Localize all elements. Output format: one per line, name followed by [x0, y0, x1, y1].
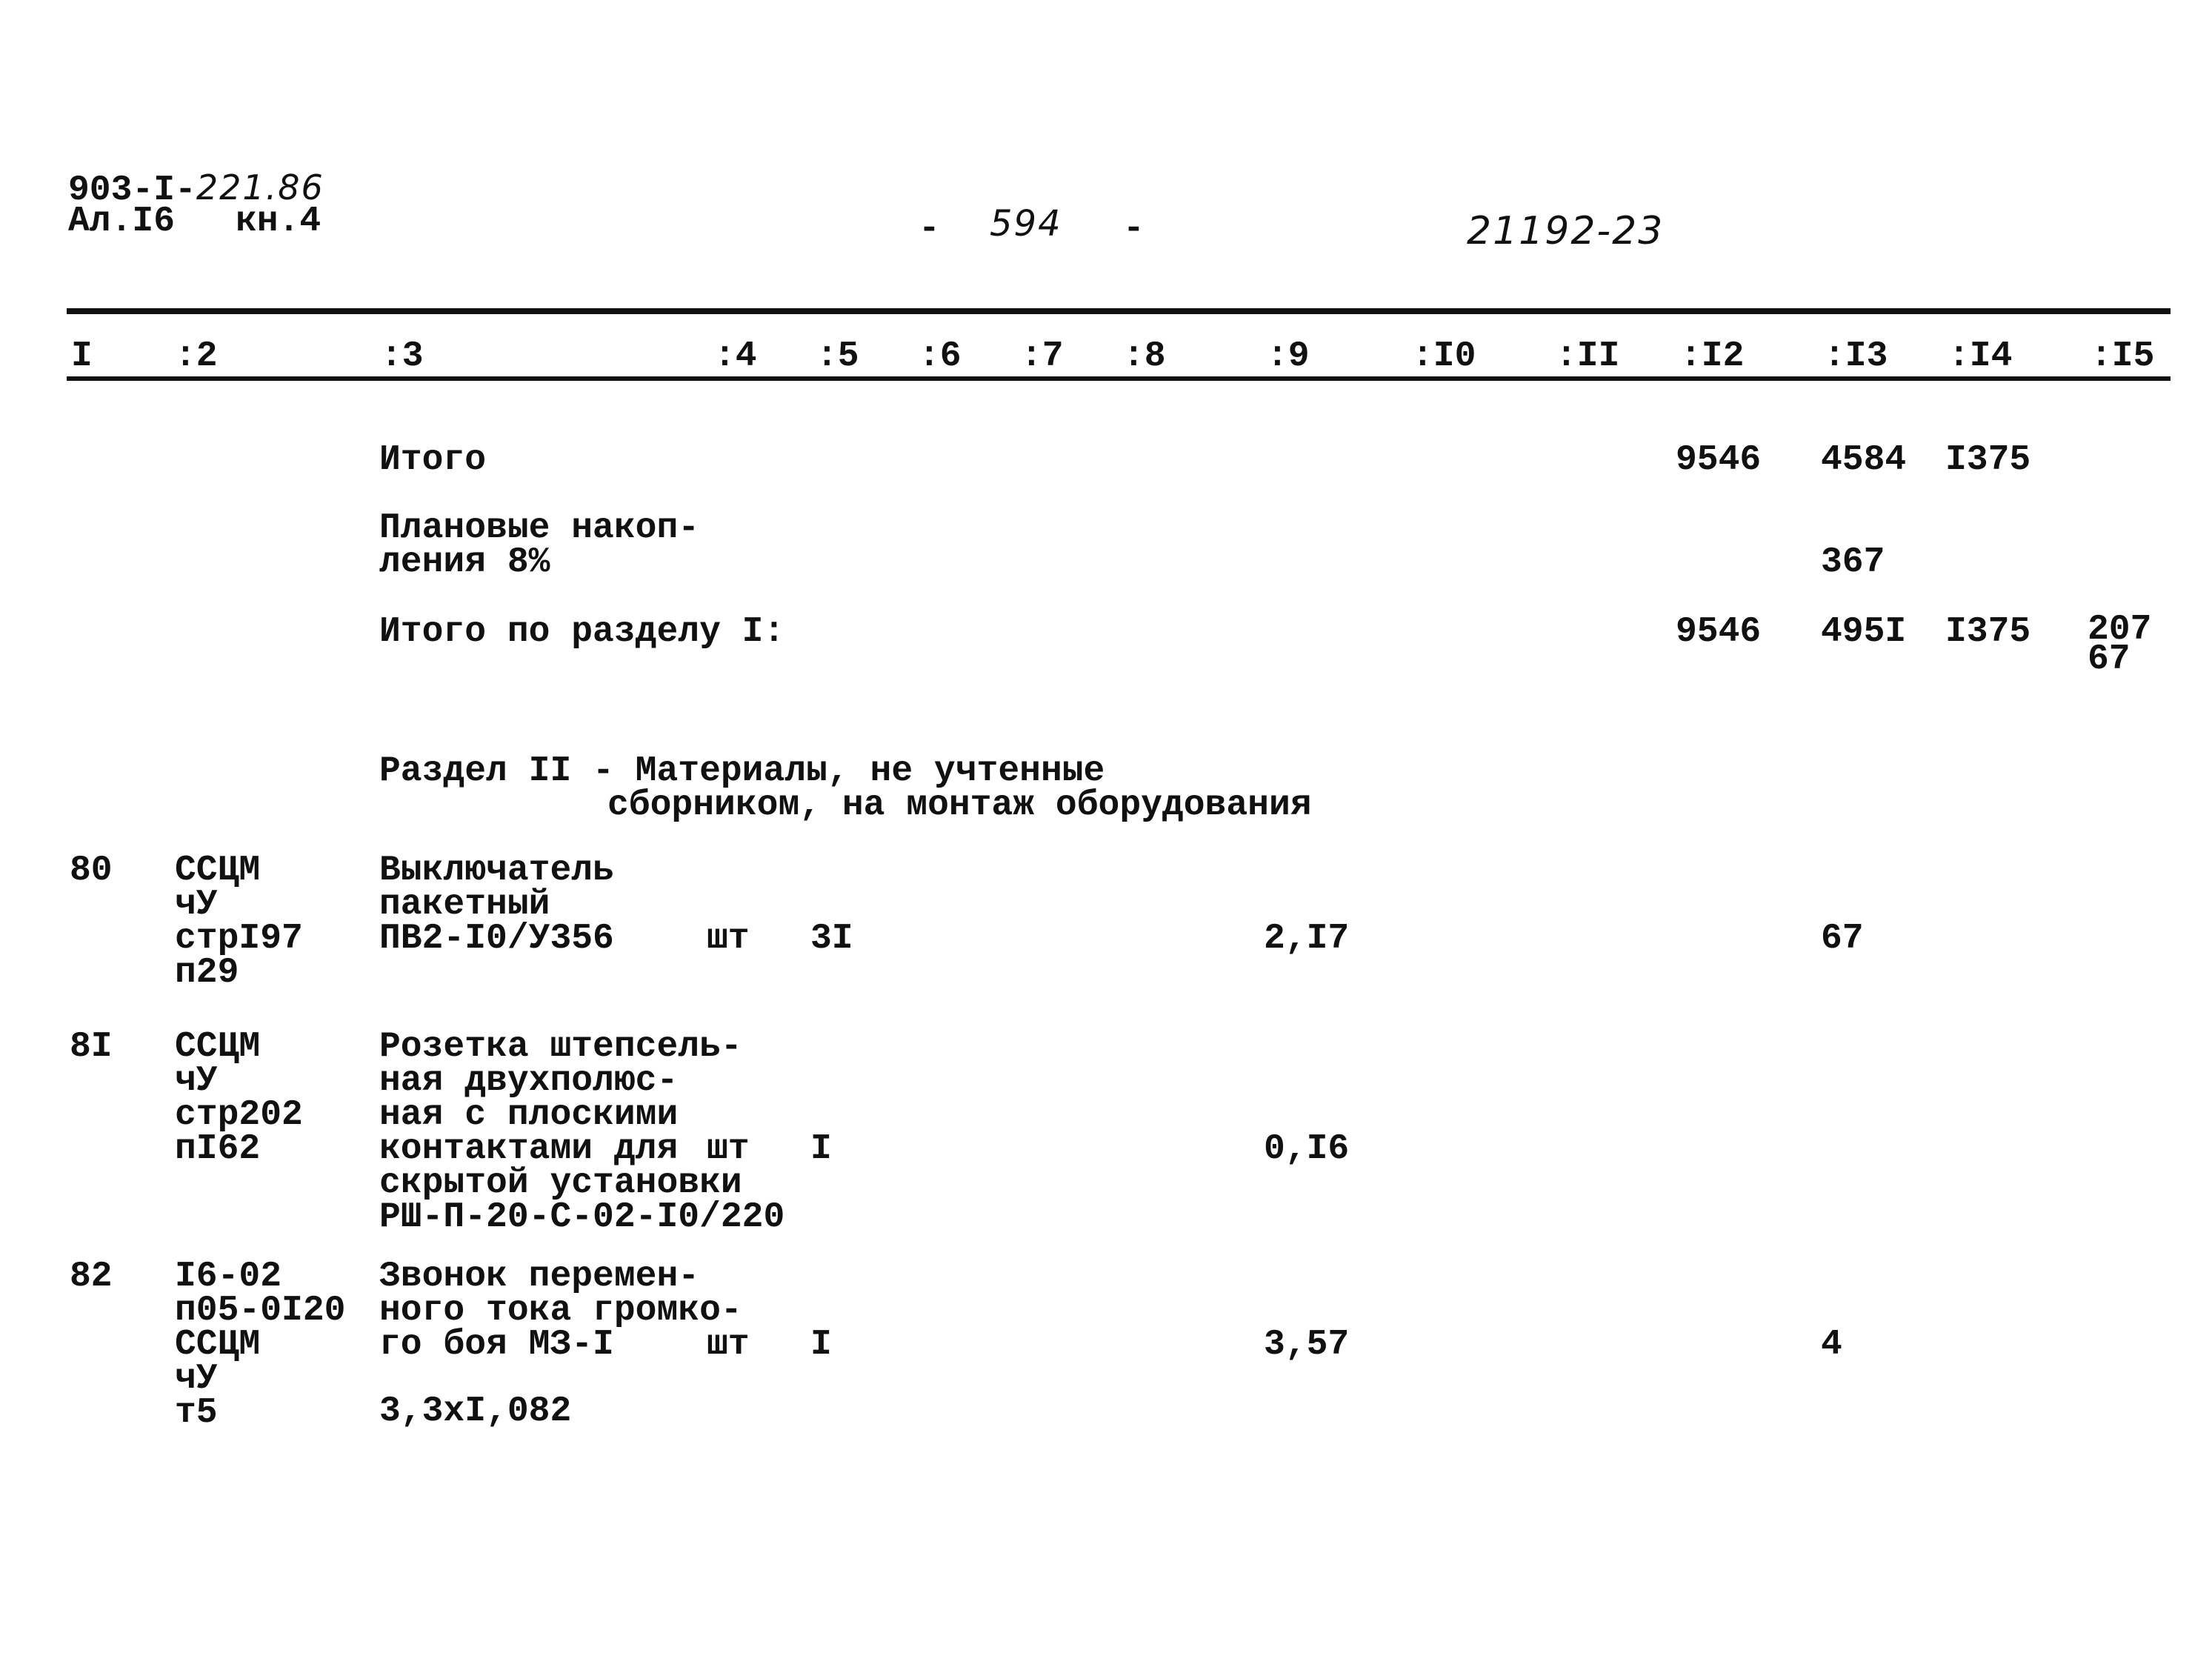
itogo-razdel-c15	[2088, 610, 2152, 679]
planovye-label-line2: ления 8%	[379, 542, 550, 582]
col-4: :4	[714, 336, 757, 376]
row-81-name-line: ная с плоскими	[379, 1095, 679, 1135]
row-82-code-line: I6-02	[175, 1257, 282, 1297]
doc-code-handwritten: 221.86	[196, 167, 324, 207]
itogo-razdel-c12: 9546	[1676, 612, 1762, 652]
row-81-qty: I	[810, 1129, 832, 1169]
page-dash-left: -	[919, 209, 940, 249]
itogo-c12: 9546	[1676, 440, 1762, 480]
row-81-name-line: скрытой установки	[379, 1163, 742, 1203]
row-81-code	[175, 1027, 303, 1169]
row-81-code-line: чУ	[175, 1061, 218, 1101]
row-82-code-line: п05-0I20	[175, 1291, 346, 1331]
itogo-c14: I375	[1945, 440, 2031, 480]
row-80-unit: шт	[707, 919, 750, 959]
row-82-code	[175, 1257, 346, 1433]
row-81-code-line: ССЦМ	[175, 1027, 261, 1067]
col-8: :8	[1123, 336, 1166, 376]
col-10: :I0	[1412, 336, 1476, 376]
row-81-price: 0,I6	[1264, 1129, 1350, 1169]
album-label: Ал.I6	[68, 202, 176, 242]
row-80-price: 2,I7	[1264, 919, 1350, 959]
row-82-price: 3,57	[1264, 1325, 1350, 1365]
row-82-name-line: ного тока громко-	[379, 1291, 742, 1331]
row-82-num: 82	[70, 1257, 113, 1297]
col-1: I	[71, 336, 93, 376]
row-82-total: 4	[1821, 1325, 1842, 1365]
row-82-name-line: го боя МЗ-I	[379, 1325, 614, 1365]
book-label: кн.4	[236, 202, 322, 242]
page-number: 594	[990, 203, 1062, 245]
sheet-code: 21192-23	[1467, 209, 1665, 253]
itogo-label: Итого	[379, 440, 487, 480]
row-80-num: 80	[70, 851, 113, 891]
row-80-name-line: ПВ2-I0/У356	[379, 919, 614, 959]
itogo-razdel-c15-line2: 67	[2088, 639, 2131, 679]
row-81-code-line: стр202	[175, 1095, 303, 1135]
section-title-line1: Раздел II - Материалы, не учтенные	[379, 751, 1105, 791]
row-81-unit: шт	[707, 1129, 750, 1169]
col-5: :5	[816, 336, 859, 376]
col-13: :I3	[1824, 336, 1888, 376]
row-82-code-line: чУ	[175, 1359, 218, 1399]
row-80-code-line: чУ	[175, 885, 218, 925]
row-80-code	[175, 851, 303, 993]
row-82-qty: I	[810, 1325, 832, 1365]
planovye-label	[379, 508, 700, 582]
row-81-code-line: пI62	[175, 1129, 261, 1169]
row-81-name-line: Розетка штепсель-	[379, 1027, 742, 1067]
row-81-name-line: ная двухполюс-	[379, 1061, 679, 1101]
col-14: :I4	[1948, 336, 2013, 376]
col-2: :2	[175, 336, 218, 376]
row-82-name-line: Звонок перемен-	[379, 1257, 700, 1297]
row-81-name-line: контактами для	[379, 1129, 679, 1169]
col-15: :I5	[2091, 336, 2155, 376]
planovye-label-line1: Плановые накоп-	[379, 508, 700, 548]
row-82-code-line: т5	[175, 1393, 218, 1433]
row-82-formula: 3,3xI,082	[379, 1391, 572, 1431]
top-rule	[67, 308, 2171, 314]
section-title	[379, 751, 1312, 825]
row-80-code-line: стрI97	[175, 919, 303, 959]
row-82-name	[379, 1257, 742, 1365]
row-81-name-line: РШ-П-20-С-02-I0/220	[379, 1197, 785, 1237]
row-80-name-line: пакетный	[379, 885, 550, 925]
row-80-total: 67	[1821, 919, 1864, 959]
col-6: :6	[919, 336, 962, 376]
col-11: :II	[1556, 336, 1620, 376]
row-80-code-line: ССЦМ	[175, 851, 261, 891]
row-80-code-line: п29	[175, 953, 239, 993]
itogo-c13: 4584	[1821, 440, 1907, 480]
row-82-code-line: ССЦМ	[175, 1325, 261, 1365]
row-80-name	[379, 851, 614, 959]
section-title-line2: сборником, на монтаж оборудования	[607, 785, 1312, 825]
col-3: :3	[381, 336, 424, 376]
row-80-qty: 3I	[810, 919, 853, 959]
row-82-unit: шт	[707, 1325, 750, 1365]
planovye-c13: 367	[1821, 542, 1885, 582]
header-underline-rule	[67, 376, 2171, 381]
doc-code-prefix: 903-I-	[68, 170, 196, 210]
itogo-razdel-c13: 495I	[1821, 612, 1907, 652]
itogo-razdel-label: Итого по разделу I:	[379, 612, 785, 652]
col-7: :7	[1021, 336, 1064, 376]
itogo-razdel-c15-line1: 207	[2088, 610, 2152, 650]
row-81-num: 8I	[70, 1027, 113, 1067]
row-80-name-line: Выключатель	[379, 851, 614, 891]
col-12: :I2	[1680, 336, 1745, 376]
page-dash-right: -	[1123, 209, 1145, 249]
col-9: :9	[1267, 336, 1310, 376]
itogo-razdel-c14: I375	[1945, 612, 2031, 652]
